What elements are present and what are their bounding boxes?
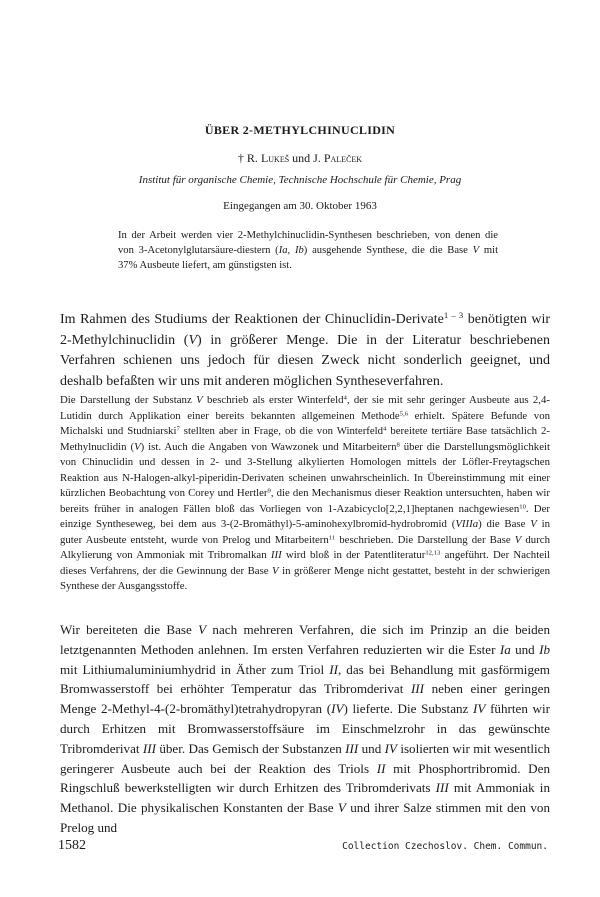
abstract: In der Arbeit werden vier 2-Methylchinuclidin-Synthesen beschrieben, von denen die von 3-Acetonylglutarsäure-diestern (Ia, Ib) ausgehende Synthese, die die Base V mit 37% Ausbeute liefert, am günstigsten ist. [118, 230, 499, 271]
author-palecek: Paleček [323, 151, 363, 165]
methods-paragraph: Wir bereiteten die Base V nach mehreren Verfahren, die sich im Prinzip an die beiden letztgenannten Methoden anlehnen. Im ersten Verfahren reduzierten wir die Ester Ia und Ib mit Lithiumaluminiumhydrid in Äther zum Triol II, das bei Behandlung mit gasförmigem Bromwasserstoff bei erhöhter Temperatur das Tribromderivat III neben einer geringen Menge 2-Methyl-4-(2-bromäthyl)tetrahydropyran (IV) lieferte. Die Substanz IV führten wir durch Erhitzen mit Bromwasserstoffsäure im Einschmelzrohr in das gewünschte Tribromderivat III über. Das Gemisch der Substanzen III und IV isolierten wir mit wesentlich geringerer Ausbeute auch bei der Reaktion des Triols II mit Phosphortribromid. Den Ringschluß bewerkstelligten wir durch Erhitzen des Tribromderivats III mit Ammoniak in Methanol. Die physikalischen Konstanten der Base V und ihrer Salze stimmen mit den von Prelog und [60, 622, 551, 835]
author-lukes: Lukeš [260, 151, 290, 165]
page-number: 1582 [58, 838, 86, 853]
journal-name: Collection Czechoslov. Chem. Commun. [342, 841, 548, 852]
deceased-dagger: † [237, 151, 244, 165]
article-title: ÜBER 2-METHYLCHINUCLIDIN [204, 123, 396, 137]
affiliation: Institut für organische Chemie, Technische Hochschule für Chemie, Prag [138, 174, 462, 186]
intro-paragraph: Im Rahmen des Studiums der Reaktionen der Chinuclidin-Derivate$^{1 - 3}$ benötigten wir 2-Methylchinuclidin (V) in größerer Menge. Die in der Literatur beschriebenen Verfahren schienen uns jedoch für diesen Zweck nicht sonderlich geeignet, und deshalb befaßten wir uns mit anderen möglichen Syntheseverfahren. [60, 310, 551, 389]
received-date: Eingegangen am 30. Oktober 1963 [223, 200, 377, 212]
author-line: † R. Lukeš und J. Paleček [237, 151, 363, 165]
literature-review-paragraph: Die Darstellung der Substanz V beschrieb als erster Winterfeld$^4$, der sie mit sehr geringer Ausbeute aus 2,4-Lutidin durch Applikation einer bereits bekannten allgemeinen Methode$^{5,6}$ erhielt. Spätere Befunde von Michalski und Studniarski$^7$ stellten aber in Frage, ob die von Winterfeld$^4$ bereitete tertiäre Base tatsächlich 2-Methylnuclidin (V) ist. Auch die Angaben von Wawzonek und Mitarbeitern$^8$ über die Darstellungsmöglichkeit von Chinuclidin und dessen in 2- und 3-Stellung alkylierten Homologen mittels der Löfler-Freytagschen Reaktion aus N-Halogen-alkyl-piperidin-Derivaten scheinen unwahrscheinlich. In Übereinstimmung mit einer kürzlichen Beobachtung von Corey und Hertler$^9$, die den Mechanismus dieser Reaktion untersuchten, haben wir bereits früher in analogen Fällen bloß das Vorliegen von 1-Azabicyclo[2,2,1]heptanen nachgewiesen$^{10}$. Der einzige Syntheseweg, bei dem aus 3-(2-Bromäthyl)-5-aminohexylbromid-hydrobromid (VIIIa) die Base V in guter Ausbeute entsteht, wurde von Prelog und Mitarbeitern$^{11}$ beschrieben. Die Darstellung der Base V durch Alkylierung von Ammoniak mit Tribromalkan III wird bloß in der Patentliteratur$^{12,13}$ angeführt. Der Nachteil dieses Verfahrens, der die Gewinnung der Base V in größerer Menge nicht gestattet, besteht in der schwierigen Synthese der Ausgangsstoffe. [60, 394, 550, 592]
